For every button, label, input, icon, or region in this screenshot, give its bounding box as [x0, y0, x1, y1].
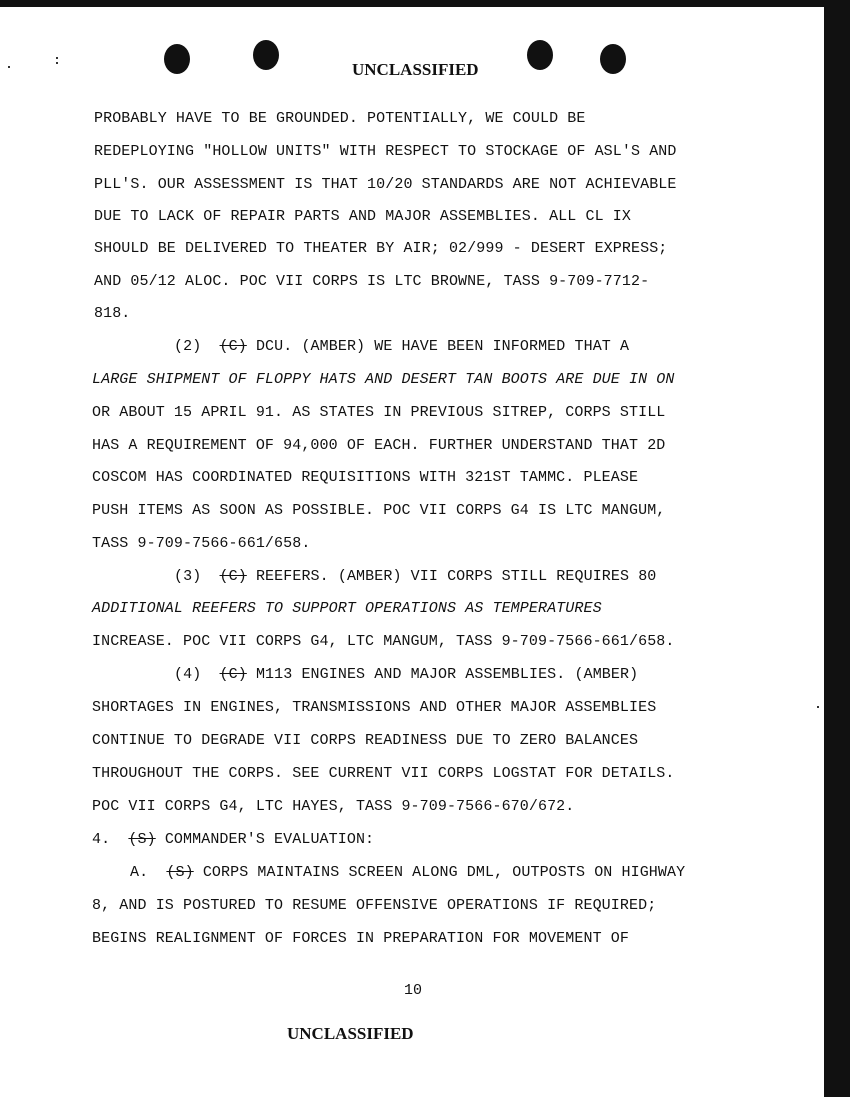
text-line: LARGE SHIPMENT OF FLOPPY HATS AND DESERT TAN BOOTS ARE DUE IN ON: [92, 371, 675, 388]
scan-speck: [56, 57, 58, 59]
item-3-heading: (3) (C) REEFERS. (AMBER) VII CORPS STILL REQUIRES 80: [174, 568, 657, 585]
section-title: COMMANDER'S EVALUATION:: [164, 831, 375, 848]
item-2-heading: (2) (C) DCU. (AMBER) WE HAVE BEEN INFORMED THAT A: [174, 338, 630, 355]
punch-hole-1: [164, 44, 190, 74]
text-line: AND 05/12 ALOC. POC VII CORPS IS LTC BROWNE, TASS 9-709-7712-: [94, 273, 650, 290]
scan-speck: [8, 66, 10, 68]
item-number: (3): [174, 568, 202, 585]
text-line: COSCOM HAS COORDINATED REQUISITIONS WITH 321ST TAMMC. PLEASE: [92, 469, 639, 486]
text-line: BEGINS REALIGNMENT OF FORCES IN PREPARATION FOR MOVEMENT OF: [92, 930, 629, 947]
item-4-heading: (4) (C) M113 ENGINES AND MAJOR ASSEMBLIES. (AMBER): [174, 666, 639, 683]
text-line: SHOULD BE DELIVERED TO THEATER BY AIR; 02/999 - DESERT EXPRESS;: [94, 240, 668, 257]
text-line: HAS A REQUIREMENT OF 94,000 OF EACH. FURTHER UNDERSTAND THAT 2D: [92, 437, 666, 454]
scan-top-border: [0, 0, 850, 7]
text-line: THROUGHOUT THE CORPS. SEE CURRENT VII CORPS LOGSTAT FOR DETAILS.: [92, 765, 675, 782]
classification-footer: UNCLASSIFIED: [287, 1024, 414, 1043]
punch-hole-3: [527, 40, 553, 70]
text-line: REDEPLOYING "HOLLOW UNITS" WITH RESPECT TO STOCKAGE OF ASL'S AND: [94, 143, 677, 160]
punch-hole-4: [600, 44, 626, 74]
item-a-heading: A. (S) CORPS MAINTAINS SCREEN ALONG DML, OUTPOSTS ON HIGHWAY: [130, 864, 686, 881]
text-line: ADDITIONAL REEFERS TO SUPPORT OPERATIONS AS TEMPERATURES: [92, 600, 602, 617]
item-number: A.: [130, 864, 149, 881]
scan-speck: [817, 706, 819, 708]
classification-header: UNCLASSIFIED: [352, 60, 479, 79]
classification-mark: (S): [166, 864, 194, 881]
item-number: (4): [174, 666, 202, 683]
section-4-heading: [92, 831, 374, 849]
text-line: 818.: [94, 305, 131, 322]
scan-speck: [56, 62, 58, 64]
classification-mark: (C): [219, 568, 247, 585]
text-line: 8, AND IS POSTURED TO RESUME OFFENSIVE OPERATIONS IF REQUIRED;: [92, 897, 657, 914]
text-line: PLL'S. OUR ASSESSMENT IS THAT 10/20 STANDARDS ARE NOT ACHIEVABLE: [94, 176, 677, 193]
section-number: 4.: [92, 831, 111, 848]
classification-mark: (C): [219, 666, 247, 683]
text-line: TASS 9-709-7566-661/658.: [92, 535, 311, 552]
text-line: SHORTAGES IN ENGINES, TRANSMISSIONS AND OTHER MAJOR ASSEMBLIES: [92, 699, 657, 716]
text-line: DUE TO LACK OF REPAIR PARTS AND MAJOR ASSEMBLIES. ALL CL IX: [94, 208, 631, 225]
text-line: INCREASE. POC VII CORPS G4, LTC MANGUM, TASS 9-709-7566-661/658.: [92, 633, 675, 650]
text-line: POC VII CORPS G4, LTC HAYES, TASS 9-709-7566-670/672.: [92, 798, 575, 815]
scan-right-border: [824, 0, 850, 1097]
text-line: PUSH ITEMS AS SOON AS POSSIBLE. POC VII CORPS G4 IS LTC MANGUM,: [92, 502, 666, 519]
item-number: (2): [174, 338, 202, 355]
text-line: CONTINUE TO DEGRADE VII CORPS READINESS DUE TO ZERO BALANCES: [92, 732, 639, 749]
classification-mark: (S): [128, 831, 156, 848]
classification-mark: (C): [219, 338, 247, 355]
punch-hole-2: [253, 40, 279, 70]
page-number: 10: [403, 982, 422, 999]
text-line: OR ABOUT 15 APRIL 91. AS STATES IN PREVIOUS SITREP, CORPS STILL: [92, 404, 666, 421]
text-line: PROBABLY HAVE TO BE GROUNDED. POTENTIALLY, WE COULD BE: [94, 110, 586, 127]
